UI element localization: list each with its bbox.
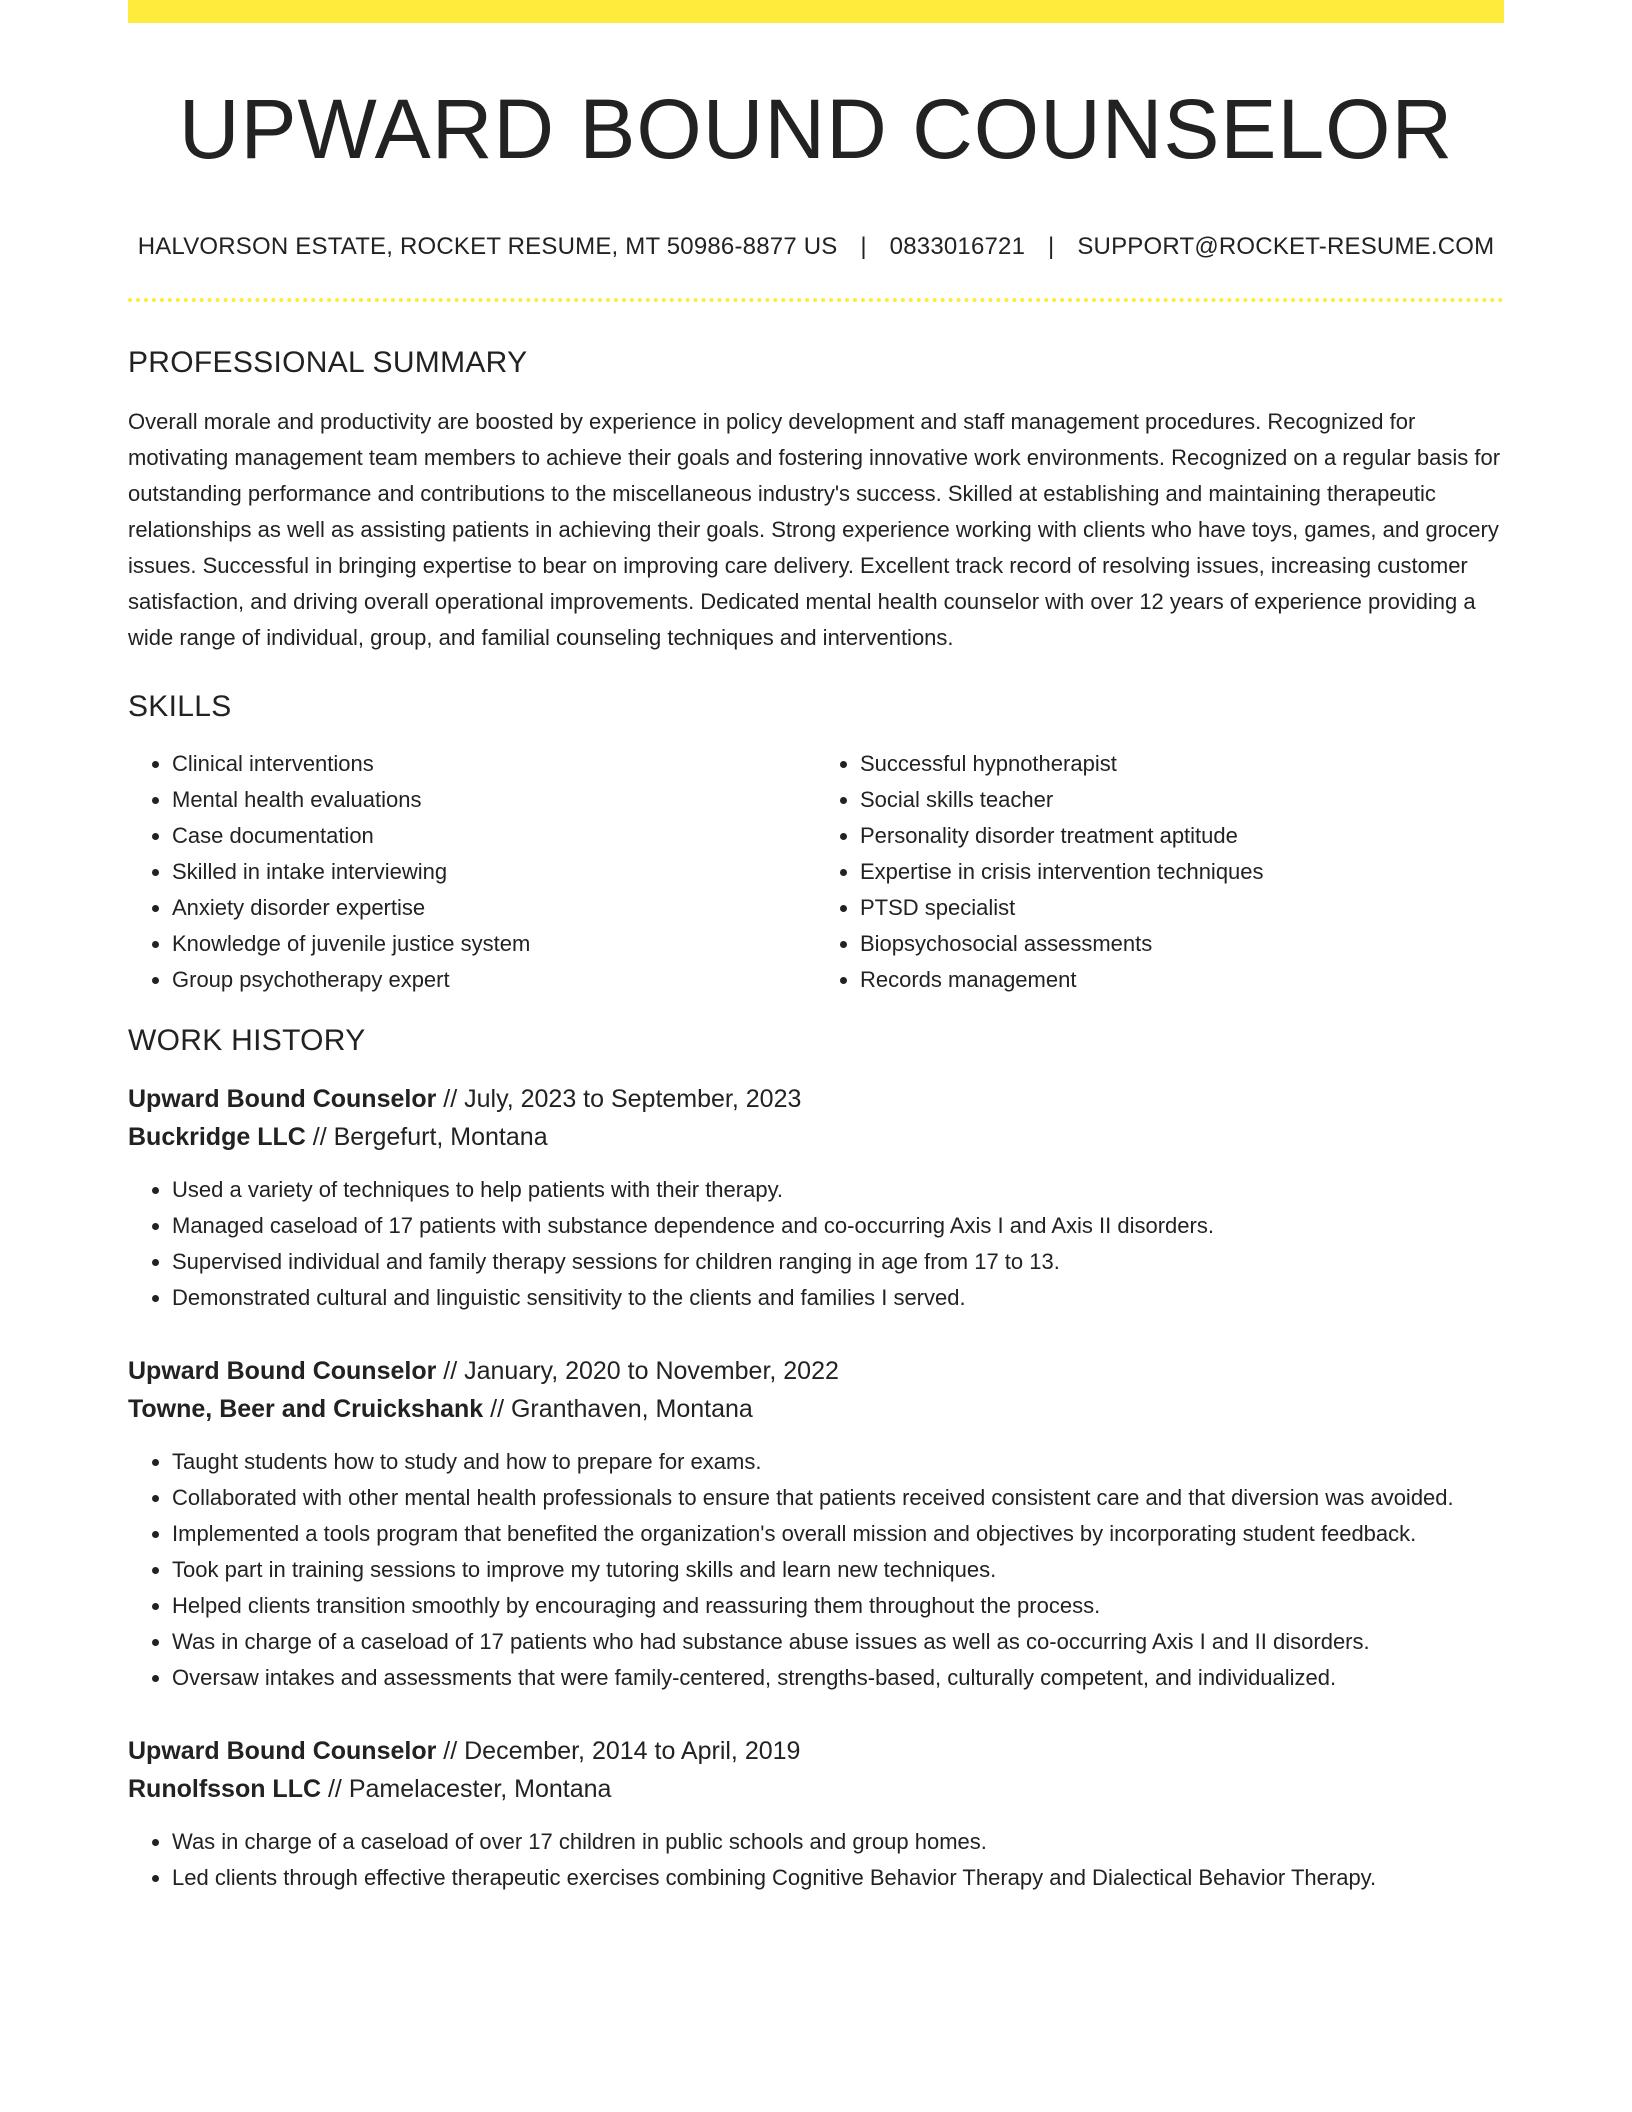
job-entry	[128, 1080, 1504, 1316]
job-bullets	[128, 1444, 1504, 1696]
job-entry	[128, 1352, 1504, 1696]
job-position: Upward Bound Counselor	[128, 1085, 437, 1114]
job-bullet: • Took part in training sessions to improve my tutoring skills and learn new techniques.	[172, 1552, 1504, 1588]
resume-title: UPWARD BOUND COUNSELOR	[178, 82, 1454, 176]
top-accent-bar	[128, 0, 1504, 23]
summary-heading: PROFESSIONAL SUMMARY	[128, 346, 528, 380]
job-bullet: • Supervised individual and family therapy sessions for children ranging in age from 17 to 13.	[172, 1244, 1504, 1280]
job-entry	[128, 1732, 1504, 1896]
contact-line	[128, 233, 1504, 261]
job-title-line	[128, 1080, 1504, 1118]
skill-item: • Case documentation	[172, 818, 816, 854]
job-company-line	[128, 1390, 1504, 1428]
job-bullet: • Implemented a tools program that benefited the organization's overall mission and objectives by incorporating student feedback.	[172, 1516, 1504, 1552]
contact-address: HALVORSON ESTATE, ROCKET RESUME, MT 50986-8877 US	[137, 233, 838, 261]
skill-item: • PTSD specialist	[860, 890, 1504, 926]
dotted-divider	[128, 298, 1504, 302]
job-dates: // January, 2020 to November, 2022	[436, 1357, 839, 1386]
job-position: Upward Bound Counselor	[128, 1357, 437, 1386]
contact-email: SUPPORT@ROCKET-RESUME.COM	[1077, 233, 1495, 261]
job-company: Buckridge LLC	[128, 1123, 306, 1152]
job-bullets	[128, 1172, 1504, 1316]
resume-page	[128, 0, 1504, 1896]
skill-item: • Successful hypnotherapist	[860, 746, 1504, 782]
job-dates: // July, 2023 to September, 2023	[436, 1085, 802, 1114]
job-bullet: • Was in charge of a caseload of over 17 children in public schools and group homes.	[172, 1824, 1504, 1860]
work-history-heading: WORK HISTORY	[128, 1024, 366, 1058]
job-title-line	[128, 1352, 1504, 1390]
skill-item: • Skilled in intake interviewing	[172, 854, 816, 890]
job-company: Towne, Beer and Cruickshank	[128, 1395, 484, 1424]
job-company: Runolfsson LLC	[128, 1775, 322, 1804]
skill-item: • Personality disorder treatment aptitude	[860, 818, 1504, 854]
job-location: // Granthaven, Montana	[483, 1395, 753, 1424]
job-company-line	[128, 1770, 1504, 1808]
skill-item: • Clinical interventions	[172, 746, 816, 782]
job-location: // Bergefurt, Montana	[305, 1123, 548, 1152]
job-bullet: • Helped clients transition smoothly by encouraging and reassuring them throughout the process.	[172, 1588, 1504, 1624]
skill-item: • Knowledge of juvenile justice system	[172, 926, 816, 962]
skills-heading: SKILLS	[128, 690, 232, 724]
contact-separator: |	[860, 233, 867, 261]
job-bullet: • Was in charge of a caseload of 17 patients who had substance abuse issues as well as co-occurring Axis I and II disorders.	[172, 1624, 1504, 1660]
skills-list	[128, 746, 1504, 998]
summary-text: Overall morale and productivity are boosted by experience in policy development and staff management procedures. Recognized for motivating management team members to achieve their goals and fostering innovative work environments. Recognized on a regular basis for outstanding performance and contributions to the miscellaneous industry's success. Skilled at establishing and maintaining therapeutic relationships as well as assisting patients in achieving their goals. Strong experience working with clients who have toys, games, and grocery issues. Successful in bringing expertise to bear on improving care delivery. Excellent track record of resolving issues, increasing customer satisfaction, and driving overall operational improvements. Dedicated mental health counselor with over 12 years of experience providing a wide range of individual, group, and familial counseling techniques and interventions.	[128, 409, 1501, 651]
job-company-line	[128, 1118, 1504, 1156]
job-bullet: • Managed caseload of 17 patients with substance dependence and co-occurring Axis I and Axis II disorders.	[172, 1208, 1504, 1244]
job-bullet: • Taught students how to study and how to prepare for exams.	[172, 1444, 1504, 1480]
skill-item: • Group psychotherapy expert	[172, 962, 816, 998]
skills-column-right	[816, 746, 1504, 998]
job-bullet: • Oversaw intakes and assessments that were family-centered, strengths-based, culturally competent, and individualized.	[172, 1660, 1504, 1696]
job-bullet: • Used a variety of techniques to help patients with their therapy.	[172, 1172, 1504, 1208]
skills-column-left	[128, 746, 816, 998]
job-dates: // December, 2014 to April, 2019	[436, 1737, 801, 1766]
skill-item: • Biopsychosocial assessments	[860, 926, 1504, 962]
job-bullet: • Demonstrated cultural and linguistic sensitivity to the clients and families I served.	[172, 1280, 1504, 1316]
job-bullet: • Led clients through effective therapeutic exercises combining Cognitive Behavior Therapy and Dialectical Behavior Therapy.	[172, 1860, 1504, 1896]
skill-item: • Social skills teacher	[860, 782, 1504, 818]
skill-item: • Expertise in crisis intervention techniques	[860, 854, 1504, 890]
skill-item: • Anxiety disorder expertise	[172, 890, 816, 926]
job-bullet: • Collaborated with other mental health professionals to ensure that patients received consistent care and that diversion was avoided.	[172, 1480, 1504, 1516]
job-bullets	[128, 1824, 1504, 1896]
skill-item: • Mental health evaluations	[172, 782, 816, 818]
job-location: // Pamelacester, Montana	[321, 1775, 612, 1804]
job-title-line	[128, 1732, 1504, 1770]
contact-separator: |	[1048, 233, 1055, 261]
contact-phone: 0833016721	[889, 233, 1026, 261]
skill-item: • Records management	[860, 962, 1504, 998]
job-position: Upward Bound Counselor	[128, 1737, 437, 1766]
